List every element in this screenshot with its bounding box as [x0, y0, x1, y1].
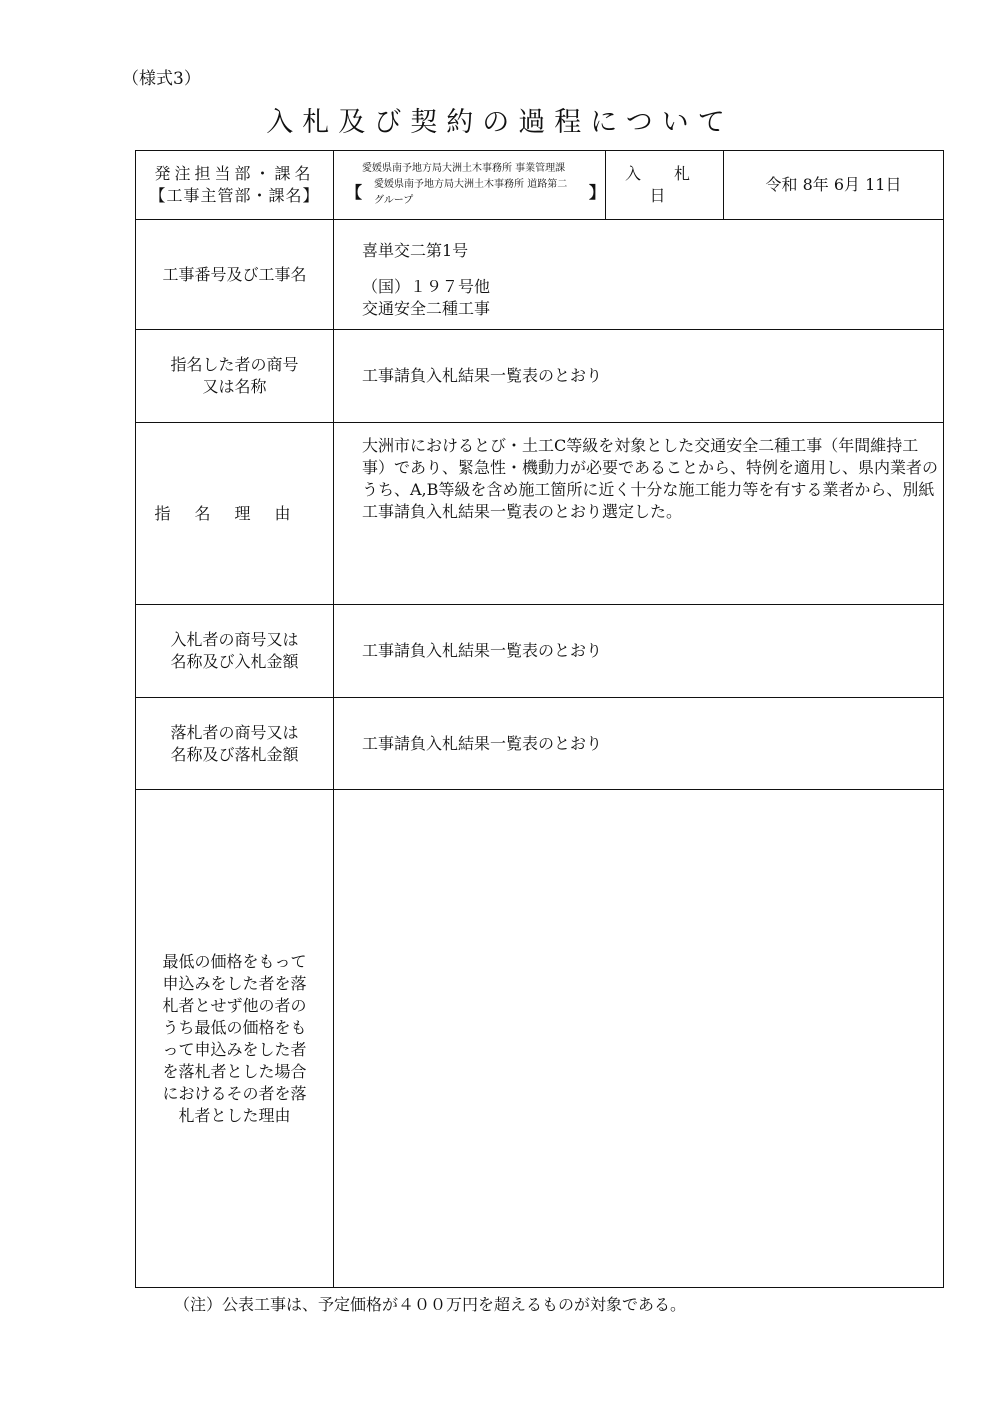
sub-dept-line	[334, 177, 605, 209]
reason-value: 大洲市におけるとび・土工C等級を対象とした交通安全二種工事（年間維持工事）であり、緊急性・機動力が必要であることから、特例を適用し、県内業者のうち、A,B等級を含め施工箇所に近く十分な施工能力等を有する業者から、別紙工事請負入札結果一覧表のとおり選定した。	[334, 423, 944, 605]
bid-process-table	[135, 150, 944, 1288]
nominees-label-cell	[136, 330, 334, 423]
project-label: 工事番号及び工事名	[136, 220, 334, 330]
winner-label-cell	[136, 698, 334, 790]
dept-value-cell	[334, 151, 606, 220]
bidders-label-cell	[136, 605, 334, 698]
project-value-cell	[334, 220, 944, 330]
reason-label-cell	[136, 423, 334, 605]
bracket-open: 【	[346, 183, 363, 202]
dept-label-cell	[136, 151, 334, 220]
sub-dept-value: 愛媛県南予地方局大洲土木事務所 道路第二グループ	[374, 179, 568, 206]
nominees-row	[136, 330, 944, 423]
project-route: （国）１９７号他	[362, 277, 491, 296]
reason-row	[136, 423, 944, 605]
header-row	[136, 151, 944, 220]
project-number: 喜単交二第1号	[362, 241, 469, 260]
exception-row	[136, 790, 944, 1288]
nominees-label-line1: 指名した者の商号	[170, 355, 299, 374]
bidders-label-line1: 入札者の商号又は	[170, 630, 299, 649]
reason-label: 指名理由	[154, 503, 315, 523]
winner-value: 工事請負入札結果一覧表のとおり	[334, 698, 944, 790]
dept-value: 愛媛県南予地方局大洲土木事務所 事業管理課	[362, 163, 566, 174]
bidders-value: 工事請負入札結果一覧表のとおり	[334, 605, 944, 698]
bracket-close: 】	[588, 183, 605, 202]
footnote: （注）公表工事は、予定価格が４００万円を超えるものが対象である。	[174, 1295, 687, 1314]
project-name: 交通安全二種工事	[362, 299, 491, 318]
bidders-label-line2: 名称及び入札金額	[170, 652, 299, 671]
bid-date-value: 令和 8年 6月 11日	[724, 151, 944, 220]
bidders-row	[136, 605, 944, 698]
nominees-label-line2: 又は名称	[202, 377, 267, 396]
sub-dept-label: 【工事主管部・課名】	[149, 186, 320, 205]
bid-date-label: 入 札 日	[606, 151, 724, 220]
exception-value	[334, 790, 944, 1288]
winner-label-line1: 落札者の商号又は	[170, 722, 299, 742]
project-row	[136, 220, 944, 330]
exception-label: 最低の価格をもって申込みをした者を落札者とせず他の者のうち最低の価格をもって申込みをした者を落札者とした場合におけるその者を落札者とした理由	[136, 790, 334, 1288]
form-number: （様式3）	[122, 69, 201, 89]
winner-row	[136, 698, 944, 790]
nominees-value: 工事請負入札結果一覧表のとおり	[334, 330, 944, 423]
page-title: 入札及び契約の過程について	[266, 107, 734, 138]
winner-label-line2: 名称及び落札金額	[170, 744, 299, 764]
dept-label: 発注担当部・課名	[154, 164, 315, 183]
